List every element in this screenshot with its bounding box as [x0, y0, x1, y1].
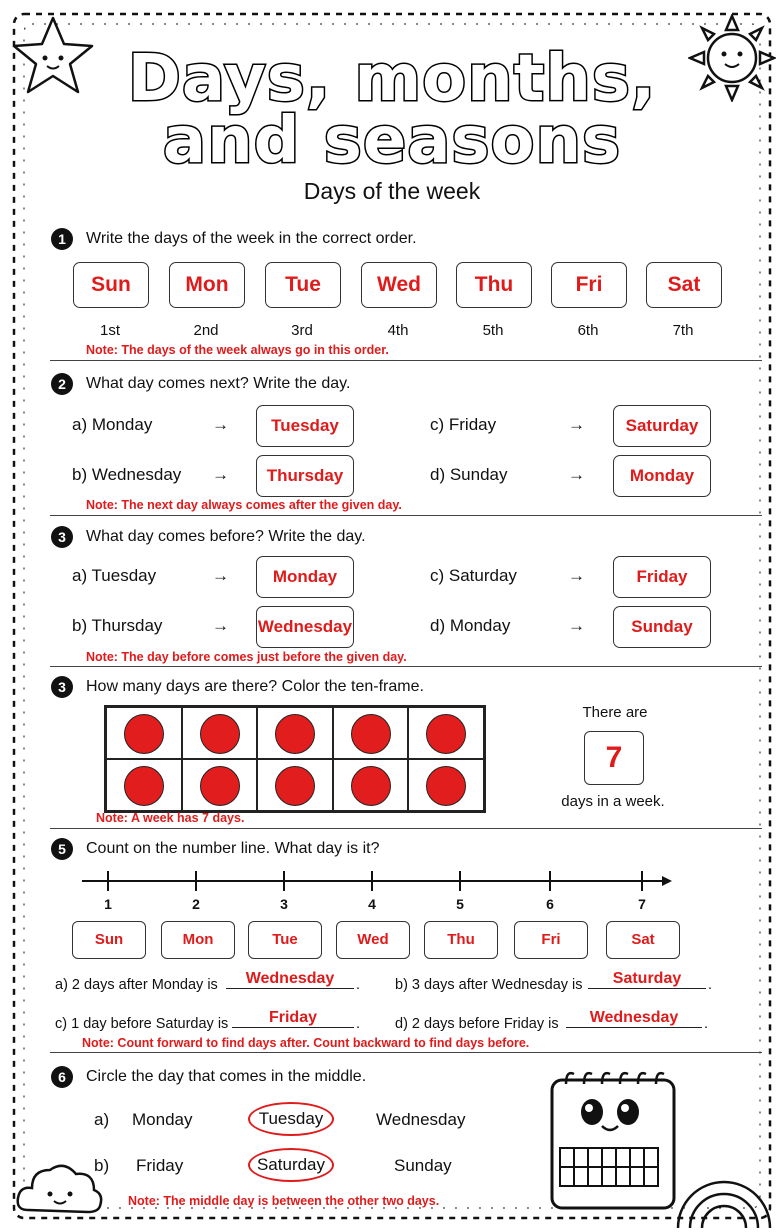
question-number: 5: [51, 838, 73, 860]
period: .: [356, 977, 361, 993]
answer-blank-c[interactable]: Friday: [232, 1009, 354, 1028]
divider: [50, 360, 762, 361]
item-label: a) Monday: [72, 415, 153, 434]
arrow-icon: →: [212, 616, 229, 635]
day-answer-box[interactable]: Tue: [265, 262, 341, 308]
last-day: Sunday: [394, 1156, 452, 1175]
day-box[interactable]: Thu: [424, 921, 498, 959]
first-day: Monday: [132, 1110, 193, 1129]
day-box[interactable]: Fri: [514, 921, 588, 959]
divider: [50, 515, 762, 516]
item-label: a) Tuesday: [72, 566, 157, 585]
arrow-icon: →: [212, 566, 229, 585]
question-text: Write the days of the week in the correct order.: [86, 230, 417, 247]
item-label: b) Thursday: [72, 616, 163, 635]
ordinal-label: 1st: [99, 322, 120, 339]
item-label: c) Friday: [430, 415, 497, 434]
red-counter-dot: [124, 714, 164, 754]
there-are-label: There are: [582, 704, 648, 721]
number-label: 4: [368, 896, 376, 912]
period: .: [708, 977, 713, 993]
ordinal-label: 6th: [577, 322, 599, 339]
page-subtitle: Days of the week: [303, 178, 481, 204]
number-label: 5: [456, 896, 464, 912]
red-counter-dot: [426, 714, 466, 754]
cloud-icon: [14, 1146, 104, 1220]
answer-box[interactable]: Wednesday: [256, 606, 354, 648]
day-answer-box[interactable]: Sat: [646, 262, 722, 308]
ordinal-label: 7th: [672, 322, 694, 339]
circled-middle-day[interactable]: Tuesday: [248, 1102, 334, 1136]
question-text: What day comes next? Write the day.: [86, 375, 351, 392]
day-answer-box[interactable]: Wed: [361, 262, 437, 308]
day-box[interactable]: Sat: [606, 921, 680, 959]
period: .: [704, 1016, 709, 1032]
answer-blank-b[interactable]: Saturday: [588, 970, 706, 989]
day-box[interactable]: Tue: [248, 921, 322, 959]
day-box[interactable]: Wed: [336, 921, 410, 959]
period: .: [356, 1016, 361, 1032]
item-label: c) Saturday: [430, 566, 517, 585]
sentence-d: d) 2 days before Friday is: [395, 1016, 559, 1032]
answer-box[interactable]: Monday: [613, 455, 711, 497]
day-answer-box[interactable]: Thu: [456, 262, 532, 308]
days-in-week-label: days in a week.: [561, 793, 665, 810]
ordinal-label: 2nd: [193, 322, 219, 339]
ten-frame-cell[interactable]: [333, 707, 409, 759]
circled-middle-day[interactable]: Saturday: [248, 1148, 334, 1182]
note-text: Note: The next day always comes after the given day.: [86, 498, 402, 512]
answer-box[interactable]: Sunday: [613, 606, 711, 648]
note-text: Note: The days of the week always go in this order.: [86, 343, 389, 357]
red-counter-dot: [200, 714, 240, 754]
red-counter-dot: [275, 714, 315, 754]
ten-frame-cell[interactable]: [182, 759, 258, 811]
answer-blank-a[interactable]: Wednesday: [226, 970, 354, 989]
ten-frame-cell[interactable]: [106, 707, 182, 759]
ten-frame-cell[interactable]: [106, 759, 182, 811]
divider: [50, 666, 762, 667]
answer-box[interactable]: Tuesday: [256, 405, 354, 447]
first-day: Friday: [136, 1156, 184, 1175]
question-number: 3: [51, 676, 73, 698]
arrow-icon: →: [212, 465, 229, 484]
answer-box[interactable]: Thursday: [256, 455, 354, 497]
item-label: d) Monday: [430, 616, 511, 635]
day-answer-box[interactable]: Sun: [73, 262, 149, 308]
divider: [50, 1052, 762, 1053]
ten-frame-cell[interactable]: [257, 707, 333, 759]
answer-blank-d[interactable]: Wednesday: [566, 1009, 702, 1028]
red-counter-dot: [426, 766, 466, 806]
page-title-line1: Days, months,: [127, 42, 657, 116]
row-letter: b): [94, 1156, 110, 1175]
answer-box[interactable]: Monday: [256, 556, 354, 598]
note-text: Note: The day before comes just before the given day.: [86, 650, 407, 664]
number-label: 7: [638, 896, 646, 912]
rainbow-icon: [670, 1160, 778, 1228]
arrow-icon: →: [568, 616, 585, 635]
question-text: Circle the day that comes in the middle.: [86, 1068, 367, 1085]
note-text: Note: The middle day is between the other two days.: [128, 1194, 440, 1208]
question-number: 1: [51, 228, 73, 250]
red-counter-dot: [124, 766, 164, 806]
sentence-c: c) 1 day before Saturday is: [55, 1016, 229, 1032]
number-label: 3: [280, 896, 288, 912]
question-number: 6: [51, 1066, 73, 1088]
question-text: How many days are there? Color the ten-frame.: [86, 678, 424, 695]
note-text: Note: A week has 7 days.: [96, 811, 245, 825]
red-counter-dot: [275, 766, 315, 806]
last-day: Wednesday: [376, 1110, 466, 1129]
ten-frame-cell[interactable]: [408, 759, 484, 811]
day-box[interactable]: Mon: [161, 921, 235, 959]
red-counter-dot: [200, 766, 240, 806]
red-counter-dot: [351, 766, 391, 806]
divider: [50, 828, 762, 829]
ordinal-label: 5th: [482, 322, 504, 339]
calendar-icon: [546, 1064, 684, 1214]
question-number: 2: [51, 373, 73, 395]
row-letter: a): [94, 1110, 110, 1129]
item-label: d) Sunday: [430, 465, 508, 484]
ten-frame-cell[interactable]: [257, 759, 333, 811]
answer-box[interactable]: Saturday: [613, 405, 711, 447]
ordinal-label: 4th: [387, 322, 409, 339]
day-answer-box[interactable]: Mon: [169, 262, 245, 308]
sentence-b: b) 3 days after Wednesday is: [395, 977, 583, 993]
number-line: [80, 868, 680, 898]
arrow-icon: →: [568, 465, 585, 484]
day-answer-box[interactable]: Fri: [551, 262, 627, 308]
arrow-icon: →: [212, 415, 229, 434]
answer-count-box[interactable]: 7: [584, 731, 644, 785]
ten-frame: [104, 705, 486, 813]
arrow-icon: →: [568, 566, 585, 585]
question-text: Count on the number line. What day is it?: [86, 840, 380, 857]
red-counter-dot: [351, 714, 391, 754]
answer-box[interactable]: Friday: [613, 556, 711, 598]
ordinal-label: 3rd: [291, 322, 313, 339]
number-label: 2: [192, 896, 200, 912]
arrow-icon: →: [568, 415, 585, 434]
item-label: b) Wednesday: [72, 465, 182, 484]
page-title-line2: and seasons: [162, 104, 622, 178]
sentence-a: a) 2 days after Monday is: [55, 977, 218, 993]
question-number: 3: [51, 526, 73, 548]
note-text: Note: Count forward to find days after. Count backward to find days before.: [82, 1036, 530, 1050]
day-box[interactable]: Sun: [72, 921, 146, 959]
ten-frame-cell[interactable]: [333, 759, 409, 811]
question-text: What day comes before? Write the day.: [86, 528, 366, 545]
ten-frame-cell[interactable]: [408, 707, 484, 759]
number-label: 1: [104, 896, 112, 912]
number-label: 6: [546, 896, 554, 912]
ten-frame-cell[interactable]: [182, 707, 258, 759]
